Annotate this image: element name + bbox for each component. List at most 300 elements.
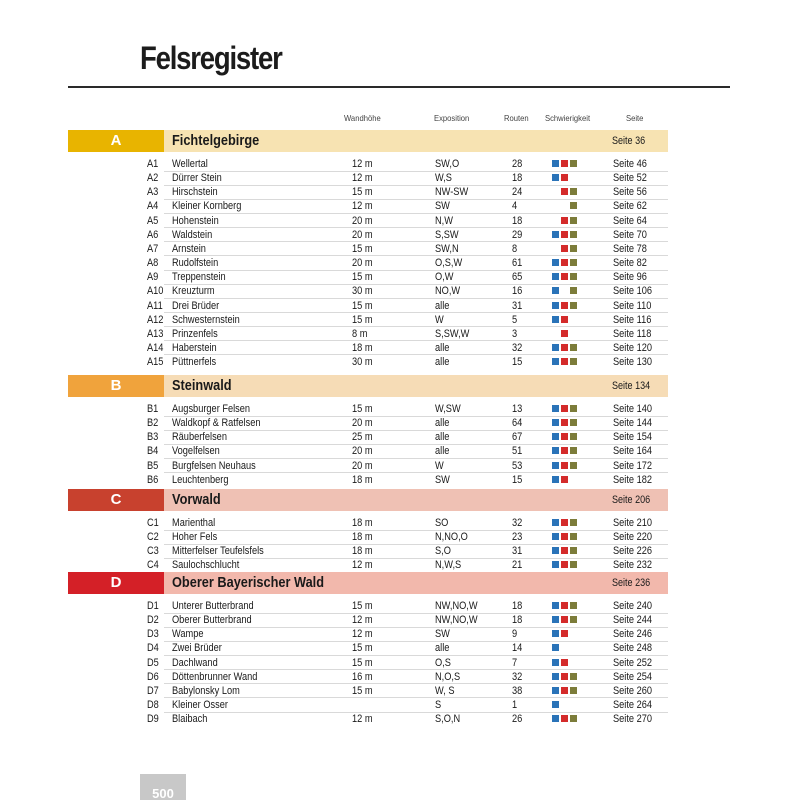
table-row	[0, 341, 800, 355]
difficulty-medium-square	[561, 659, 568, 666]
crag-id: D6	[147, 670, 159, 683]
page-ref: Seite 52	[613, 172, 647, 185]
wall-height: 12 m	[352, 614, 373, 627]
table-row	[0, 544, 800, 558]
section-band	[164, 375, 668, 397]
page-ref: Seite 82	[613, 257, 647, 270]
difficulty-hard-square	[570, 519, 577, 526]
table-row	[0, 313, 800, 327]
page-ref: Seite 144	[613, 417, 653, 430]
table-row	[0, 684, 800, 698]
exposition: W,S	[435, 172, 452, 185]
difficulty-indicator	[552, 533, 592, 541]
wall-height: 12 m	[352, 200, 373, 213]
crag-id: C1	[147, 517, 159, 529]
crag-name: Kreuzturm	[172, 285, 215, 298]
section-letter: B	[68, 375, 164, 397]
route-count: 21	[512, 559, 523, 572]
exposition: SW,O	[435, 158, 460, 170]
crag-name: Augsburger Felsen	[172, 403, 251, 415]
difficulty-indicator	[552, 287, 592, 295]
section-title: Vorwald	[172, 492, 221, 508]
difficulty-easy-square	[552, 259, 559, 266]
table-row	[0, 199, 800, 213]
table-row	[0, 242, 800, 256]
route-count: 29	[512, 228, 523, 241]
crag-name: Saulochschlucht	[172, 559, 240, 572]
page-ref: Seite 62	[613, 200, 647, 213]
exposition: S	[435, 699, 442, 712]
table-row	[0, 416, 800, 430]
section-header	[68, 375, 668, 397]
crag-name: Mitterfelser Teufelsfels	[172, 545, 264, 558]
exposition: SW	[435, 628, 450, 641]
page-number: 500	[152, 786, 174, 800]
section-header	[68, 130, 668, 152]
table-row	[0, 256, 800, 270]
difficulty-medium-square	[561, 344, 568, 351]
crag-name: Hirschstein	[172, 186, 218, 199]
wall-height: 12 m	[352, 559, 373, 572]
exposition: O,W	[435, 271, 454, 284]
page-ref: Seite 96	[613, 271, 647, 284]
crag-name: Wampe	[172, 628, 204, 641]
route-count: 26	[512, 713, 523, 726]
crag-id: D4	[147, 642, 159, 655]
crag-name: Arnstein	[172, 242, 206, 255]
difficulty-medium-square	[561, 630, 568, 637]
exposition: SW	[435, 473, 450, 486]
difficulty-medium-square	[561, 330, 568, 337]
wall-height: 18 m	[352, 473, 373, 486]
crag-name: Babylonsky Lom	[172, 684, 240, 697]
wall-height: 18 m	[352, 341, 373, 354]
difficulty-hard-square	[570, 616, 577, 623]
crag-id: C4	[147, 559, 159, 572]
crag-id: A14	[147, 341, 164, 354]
difficulty-indicator	[552, 616, 592, 624]
wall-height: 15 m	[352, 656, 373, 669]
crag-name: Waldstein	[172, 228, 213, 241]
difficulty-indicator	[552, 302, 592, 310]
crag-id: A9	[147, 271, 159, 284]
table-row	[0, 670, 800, 684]
exposition: N,W,S	[435, 559, 462, 572]
title-rule	[68, 86, 730, 88]
wall-height: 15 m	[352, 186, 373, 199]
difficulty-medium-square	[561, 433, 568, 440]
exposition: alle	[435, 299, 450, 312]
crag-name: Püttnerfels	[172, 356, 217, 369]
exposition: S,SW,W	[435, 327, 470, 340]
route-count: 8	[512, 242, 518, 255]
column-header-exposition: Exposition	[434, 113, 470, 123]
route-count: 67	[512, 431, 523, 444]
crag-name: Zwei Brüder	[172, 642, 222, 655]
difficulty-easy-square	[552, 519, 559, 526]
section-band	[164, 489, 668, 511]
difficulty-hard-square	[570, 273, 577, 280]
difficulty-easy-square	[552, 644, 559, 651]
crag-id: A7	[147, 242, 159, 255]
difficulty-indicator	[552, 519, 592, 527]
crag-id: B3	[147, 431, 159, 444]
difficulty-easy-square	[552, 561, 559, 568]
difficulty-easy-square	[552, 462, 559, 469]
route-count: 18	[512, 614, 523, 627]
table-row	[0, 712, 800, 726]
crag-id: A6	[147, 228, 159, 241]
exposition: alle	[435, 642, 450, 655]
wall-height: 18 m	[352, 545, 373, 558]
difficulty-easy-square	[552, 701, 559, 708]
crag-name: Döttenbrunner Wand	[172, 670, 258, 683]
table-row	[0, 299, 800, 313]
table-row	[0, 656, 800, 670]
difficulty-indicator	[552, 316, 592, 324]
difficulty-indicator	[552, 358, 592, 366]
route-count: 31	[512, 545, 523, 558]
wall-height: 8 m	[352, 327, 368, 340]
section-title: Fichtelgebirge	[172, 133, 260, 149]
exposition: N,NO,O	[435, 531, 468, 544]
exposition: NW,NO,W	[435, 600, 478, 612]
wall-height: 20 m	[352, 445, 373, 458]
route-count: 18	[512, 172, 523, 185]
crag-name: Vogelfelsen	[172, 445, 220, 458]
route-count: 24	[512, 186, 523, 199]
difficulty-medium-square	[561, 405, 568, 412]
table-row	[0, 698, 800, 712]
section-header	[68, 572, 668, 594]
difficulty-indicator	[552, 602, 592, 610]
wall-height: 20 m	[352, 459, 373, 472]
table-row	[0, 558, 800, 572]
difficulty-medium-square	[561, 174, 568, 181]
difficulty-medium-square	[561, 316, 568, 323]
route-count: 18	[512, 214, 523, 227]
route-count: 9	[512, 628, 518, 641]
difficulty-medium-square	[561, 602, 568, 609]
wall-height: 15 m	[352, 299, 373, 312]
crag-id: A8	[147, 257, 159, 270]
crag-id: B6	[147, 473, 159, 486]
wall-height: 25 m	[352, 431, 373, 444]
crag-name: Drei Brüder	[172, 299, 220, 312]
exposition: W	[435, 459, 444, 472]
table-row	[0, 444, 800, 458]
route-count: 5	[512, 313, 518, 326]
wall-height: 18 m	[352, 517, 373, 529]
exposition: alle	[435, 341, 450, 354]
wall-height: 30 m	[352, 356, 373, 369]
difficulty-hard-square	[570, 462, 577, 469]
difficulty-medium-square	[561, 217, 568, 224]
crag-name: Räuberfelsen	[172, 431, 227, 444]
difficulty-indicator	[552, 245, 592, 253]
page-ref: Seite 252	[613, 656, 653, 669]
difficulty-hard-square	[570, 419, 577, 426]
table-row	[0, 228, 800, 242]
page-ref: Seite 244	[613, 614, 653, 627]
difficulty-indicator	[552, 405, 592, 413]
page-ref: Seite 130	[613, 356, 653, 369]
difficulty-indicator	[552, 231, 592, 239]
difficulty-easy-square	[552, 405, 559, 412]
wall-height: 15 m	[352, 313, 373, 326]
crag-name: Blaibach	[172, 713, 208, 726]
wall-height: 30 m	[352, 285, 373, 298]
wall-height: 12 m	[352, 713, 373, 726]
page-ref: Seite 248	[613, 642, 653, 655]
difficulty-hard-square	[570, 673, 577, 680]
difficulty-easy-square	[552, 231, 559, 238]
difficulty-hard-square	[570, 202, 577, 209]
route-count: 64	[512, 417, 523, 430]
route-count: 32	[512, 670, 523, 683]
page-title: Felsregister	[140, 40, 282, 76]
table-row	[0, 214, 800, 228]
difficulty-medium-square	[561, 160, 568, 167]
wall-height: 12 m	[352, 628, 373, 641]
crag-id: A12	[147, 313, 164, 326]
page-ref: Seite 264	[613, 699, 653, 712]
difficulty-indicator	[552, 476, 592, 484]
exposition: S,O	[435, 545, 451, 558]
wall-height: 12 m	[352, 158, 373, 170]
route-count: 65	[512, 271, 523, 284]
difficulty-medium-square	[561, 259, 568, 266]
route-count: 38	[512, 684, 523, 697]
difficulty-hard-square	[570, 302, 577, 309]
exposition: alle	[435, 445, 450, 458]
table-row	[0, 599, 800, 613]
difficulty-easy-square	[552, 174, 559, 181]
wall-height: 16 m	[352, 670, 373, 683]
column-headers	[0, 113, 800, 127]
page-ref: Seite 172	[613, 459, 653, 472]
difficulty-indicator	[552, 547, 592, 555]
exposition: O,S,W	[435, 257, 463, 270]
difficulty-easy-square	[552, 447, 559, 454]
route-count: 4	[512, 200, 518, 213]
column-header-difficulty: Schwierigkeit	[545, 113, 591, 123]
table-row	[0, 270, 800, 284]
page-ref: Seite 182	[613, 473, 653, 486]
route-count: 3	[512, 327, 518, 340]
table-row	[0, 459, 800, 473]
difficulty-hard-square	[570, 602, 577, 609]
page-ref: Seite 116	[613, 313, 652, 326]
difficulty-hard-square	[570, 561, 577, 568]
difficulty-hard-square	[570, 287, 577, 294]
wall-height: 15 m	[352, 271, 373, 284]
difficulty-indicator	[552, 701, 592, 709]
exposition: alle	[435, 431, 450, 444]
crag-name: Waldkopf & Ratfelsen	[172, 417, 261, 430]
table-row	[0, 185, 800, 199]
route-count: 7	[512, 656, 518, 669]
table-row	[0, 473, 800, 487]
difficulty-indicator	[552, 630, 592, 638]
crag-name: Kleiner Kornberg	[172, 200, 242, 213]
page-ref: Seite 260	[613, 684, 653, 697]
crag-name: Hoher Fels	[172, 531, 218, 544]
route-count: 15	[512, 473, 523, 486]
section-page: Seite 36	[612, 135, 646, 147]
route-count: 32	[512, 341, 523, 354]
exposition: W,SW	[435, 403, 461, 415]
wall-height: 15 m	[352, 642, 373, 655]
crag-name: Dachlwand	[172, 656, 218, 669]
page-ref: Seite 140	[613, 403, 653, 415]
difficulty-indicator	[552, 687, 592, 695]
table-row	[0, 613, 800, 627]
difficulty-medium-square	[561, 547, 568, 554]
crag-name: Oberer Butterbrand	[172, 614, 252, 627]
difficulty-indicator	[552, 330, 592, 338]
exposition: SW	[435, 200, 450, 213]
crag-id: C2	[147, 531, 159, 544]
difficulty-easy-square	[552, 602, 559, 609]
difficulty-indicator	[552, 715, 592, 723]
difficulty-easy-square	[552, 358, 559, 365]
crag-id: D5	[147, 656, 159, 669]
difficulty-hard-square	[570, 231, 577, 238]
route-count: 28	[512, 158, 523, 170]
page-ref: Seite 164	[613, 445, 653, 458]
crag-id: D3	[147, 628, 159, 641]
page-ref: Seite 270	[613, 713, 653, 726]
difficulty-easy-square	[552, 547, 559, 554]
crag-name: Unterer Butterbrand	[172, 600, 254, 612]
route-count: 23	[512, 531, 523, 544]
difficulty-hard-square	[570, 715, 577, 722]
difficulty-hard-square	[570, 433, 577, 440]
wall-height: 20 m	[352, 257, 373, 270]
route-count: 13	[512, 403, 523, 415]
section-title: Oberer Bayerischer Wald	[172, 575, 325, 591]
exposition: W, S	[435, 684, 455, 697]
page-ref: Seite 220	[613, 531, 653, 544]
crag-name: Treppenstein	[172, 271, 226, 284]
page-ref: Seite 226	[613, 545, 653, 558]
page-ref: Seite 246	[613, 628, 653, 641]
crag-name: Wellertal	[172, 158, 208, 170]
difficulty-hard-square	[570, 245, 577, 252]
page-ref: Seite 64	[613, 214, 647, 227]
difficulty-easy-square	[552, 687, 559, 694]
crag-id: D2	[147, 614, 159, 627]
page-ref: Seite 106	[613, 285, 653, 298]
crag-id: B5	[147, 459, 159, 472]
exposition: SW,N	[435, 242, 459, 255]
section-page: Seite 236	[612, 577, 651, 589]
difficulty-hard-square	[570, 533, 577, 540]
crag-id: A4	[147, 200, 159, 213]
page-ref: Seite 56	[613, 186, 647, 199]
difficulty-medium-square	[561, 616, 568, 623]
difficulty-medium-square	[561, 519, 568, 526]
difficulty-easy-square	[552, 344, 559, 351]
difficulty-indicator	[552, 160, 592, 168]
difficulty-medium-square	[561, 447, 568, 454]
column-header-page: Seite	[626, 113, 644, 123]
difficulty-hard-square	[570, 405, 577, 412]
difficulty-easy-square	[552, 533, 559, 540]
crag-id: C3	[147, 545, 159, 558]
wall-height: 15 m	[352, 403, 373, 415]
table-row	[0, 327, 800, 341]
difficulty-hard-square	[570, 687, 577, 694]
difficulty-indicator	[552, 433, 592, 441]
exposition: NO,W	[435, 285, 461, 298]
difficulty-hard-square	[570, 344, 577, 351]
difficulty-medium-square	[561, 715, 568, 722]
page-ref: Seite 154	[613, 431, 653, 444]
difficulty-medium-square	[561, 188, 568, 195]
difficulty-medium-square	[561, 273, 568, 280]
page-ref: Seite 232	[613, 559, 653, 572]
difficulty-easy-square	[552, 433, 559, 440]
difficulty-indicator	[552, 419, 592, 427]
section-page: Seite 206	[612, 494, 651, 506]
crag-name: Kleiner Osser	[172, 699, 228, 712]
route-count: 15	[512, 356, 523, 369]
difficulty-medium-square	[561, 561, 568, 568]
page-ref: Seite 70	[613, 228, 647, 241]
exposition: NW-SW	[435, 186, 469, 199]
crag-name: Hohenstein	[172, 214, 219, 227]
difficulty-medium-square	[561, 673, 568, 680]
wall-height: 15 m	[352, 684, 373, 697]
crag-id: A15	[147, 356, 164, 369]
difficulty-hard-square	[570, 259, 577, 266]
difficulty-easy-square	[552, 673, 559, 680]
crag-name: Prinzenfels	[172, 327, 218, 340]
wall-height: 12 m	[352, 172, 373, 185]
difficulty-indicator	[552, 447, 592, 455]
column-header-height: Wandhöhe	[344, 113, 381, 123]
route-count: 1	[512, 699, 518, 712]
route-count: 32	[512, 517, 523, 529]
difficulty-medium-square	[561, 462, 568, 469]
crag-id: B4	[147, 445, 159, 458]
crag-id: B2	[147, 417, 159, 430]
crag-id: A10	[147, 285, 164, 298]
difficulty-medium-square	[561, 476, 568, 483]
wall-height: 18 m	[352, 531, 373, 544]
difficulty-indicator	[552, 217, 592, 225]
route-count: 53	[512, 459, 523, 472]
page-ref: Seite 210	[613, 517, 653, 529]
difficulty-easy-square	[552, 287, 559, 294]
table-row	[0, 171, 800, 185]
table-row	[0, 157, 800, 171]
table-row	[0, 530, 800, 544]
crag-id: D7	[147, 684, 159, 697]
crag-id: A13	[147, 327, 164, 340]
wall-height: 15 m	[352, 242, 373, 255]
page-ref: Seite 254	[613, 670, 653, 683]
difficulty-medium-square	[561, 231, 568, 238]
table-row	[0, 627, 800, 641]
page-ref: Seite 240	[613, 600, 653, 612]
section-letter: D	[68, 572, 164, 594]
difficulty-hard-square	[570, 547, 577, 554]
exposition: alle	[435, 417, 450, 430]
difficulty-hard-square	[570, 447, 577, 454]
